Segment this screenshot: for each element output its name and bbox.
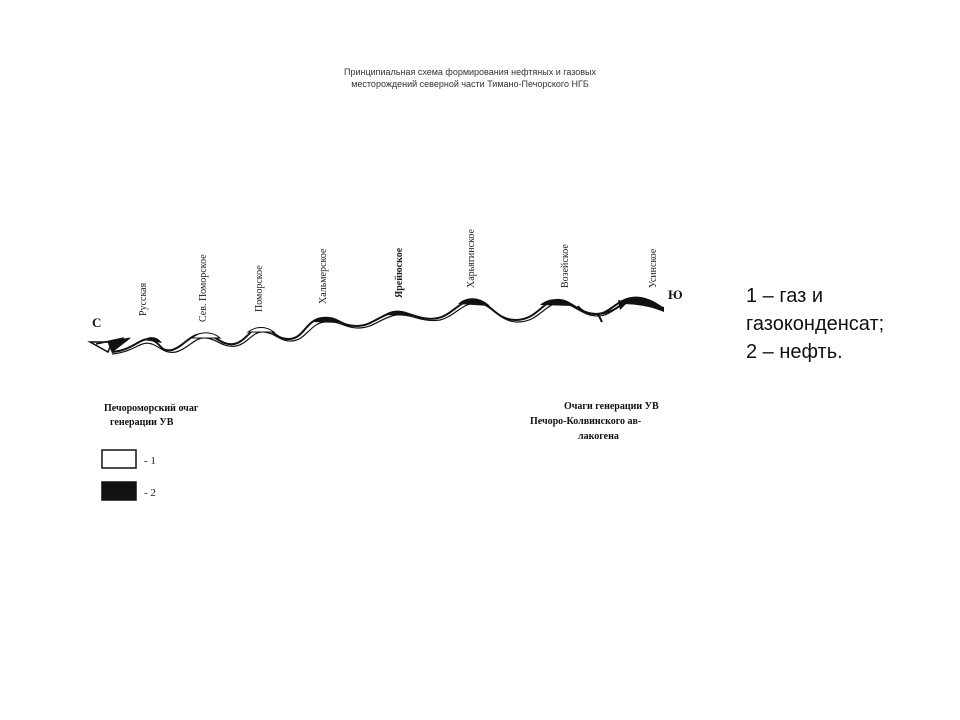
note-right-line-3: лакогена xyxy=(578,431,619,442)
note-right-line-1: Очаги генерации УВ xyxy=(564,401,659,412)
field-label-russkaya: Русская xyxy=(138,282,149,316)
field-label-sev-pomorskoe: Сев. Поморское xyxy=(198,254,209,322)
note-right-line-2: Печоро-Колвинского ав- xyxy=(530,416,642,427)
legend-item-1: - 1 xyxy=(144,455,156,467)
direction-north-label: С xyxy=(92,315,102,330)
side-legend-line-1: 1 – газ и xyxy=(746,285,824,307)
legend-item-2: - 2 xyxy=(144,487,156,499)
direction-south-label: Ю xyxy=(668,287,683,302)
field-label-yareyyuskoe: Ярейюское xyxy=(394,247,405,298)
trap-gas-sev-pomorskoe xyxy=(192,333,220,338)
field-label-vozeyskoe: Возейское xyxy=(560,244,571,288)
trap-oil-usinskoe xyxy=(620,297,664,312)
title-line-2: месторождений северной части Тимано-Печорского НГБ xyxy=(351,79,589,89)
migration-curve-icon xyxy=(578,300,628,322)
side-legend-line-2: газоконденсат; xyxy=(746,313,885,335)
trap-oil-kharyaginskoe xyxy=(458,298,490,306)
legend-swatch-gas xyxy=(102,450,136,468)
note-left-line-1: Печороморский очаг xyxy=(104,403,199,414)
field-label-usinskoe: Усинское xyxy=(648,248,659,288)
side-legend-line-3: 2 – нефть. xyxy=(746,341,843,363)
title-line-1: Принципиальная схема формирования нефтяных и газовых xyxy=(343,67,597,77)
trap-gas-pomorskoe xyxy=(248,328,274,333)
side-legend xyxy=(746,282,946,366)
legend-swatch-oil xyxy=(102,482,136,500)
field-label-khalmerskoe: Хальмерское xyxy=(318,248,329,304)
trap-oil-russkaya xyxy=(144,337,162,343)
trap-oil-khalmerskoe xyxy=(312,317,340,323)
structure-line xyxy=(112,298,664,352)
trap-oil-vozeyskoe xyxy=(540,299,574,306)
note-left-line-2: генерации УВ xyxy=(110,417,174,428)
field-label-pomorskoe: Поморское xyxy=(254,265,265,312)
field-label-kharyaginskoe: Харьягинское xyxy=(466,229,477,288)
